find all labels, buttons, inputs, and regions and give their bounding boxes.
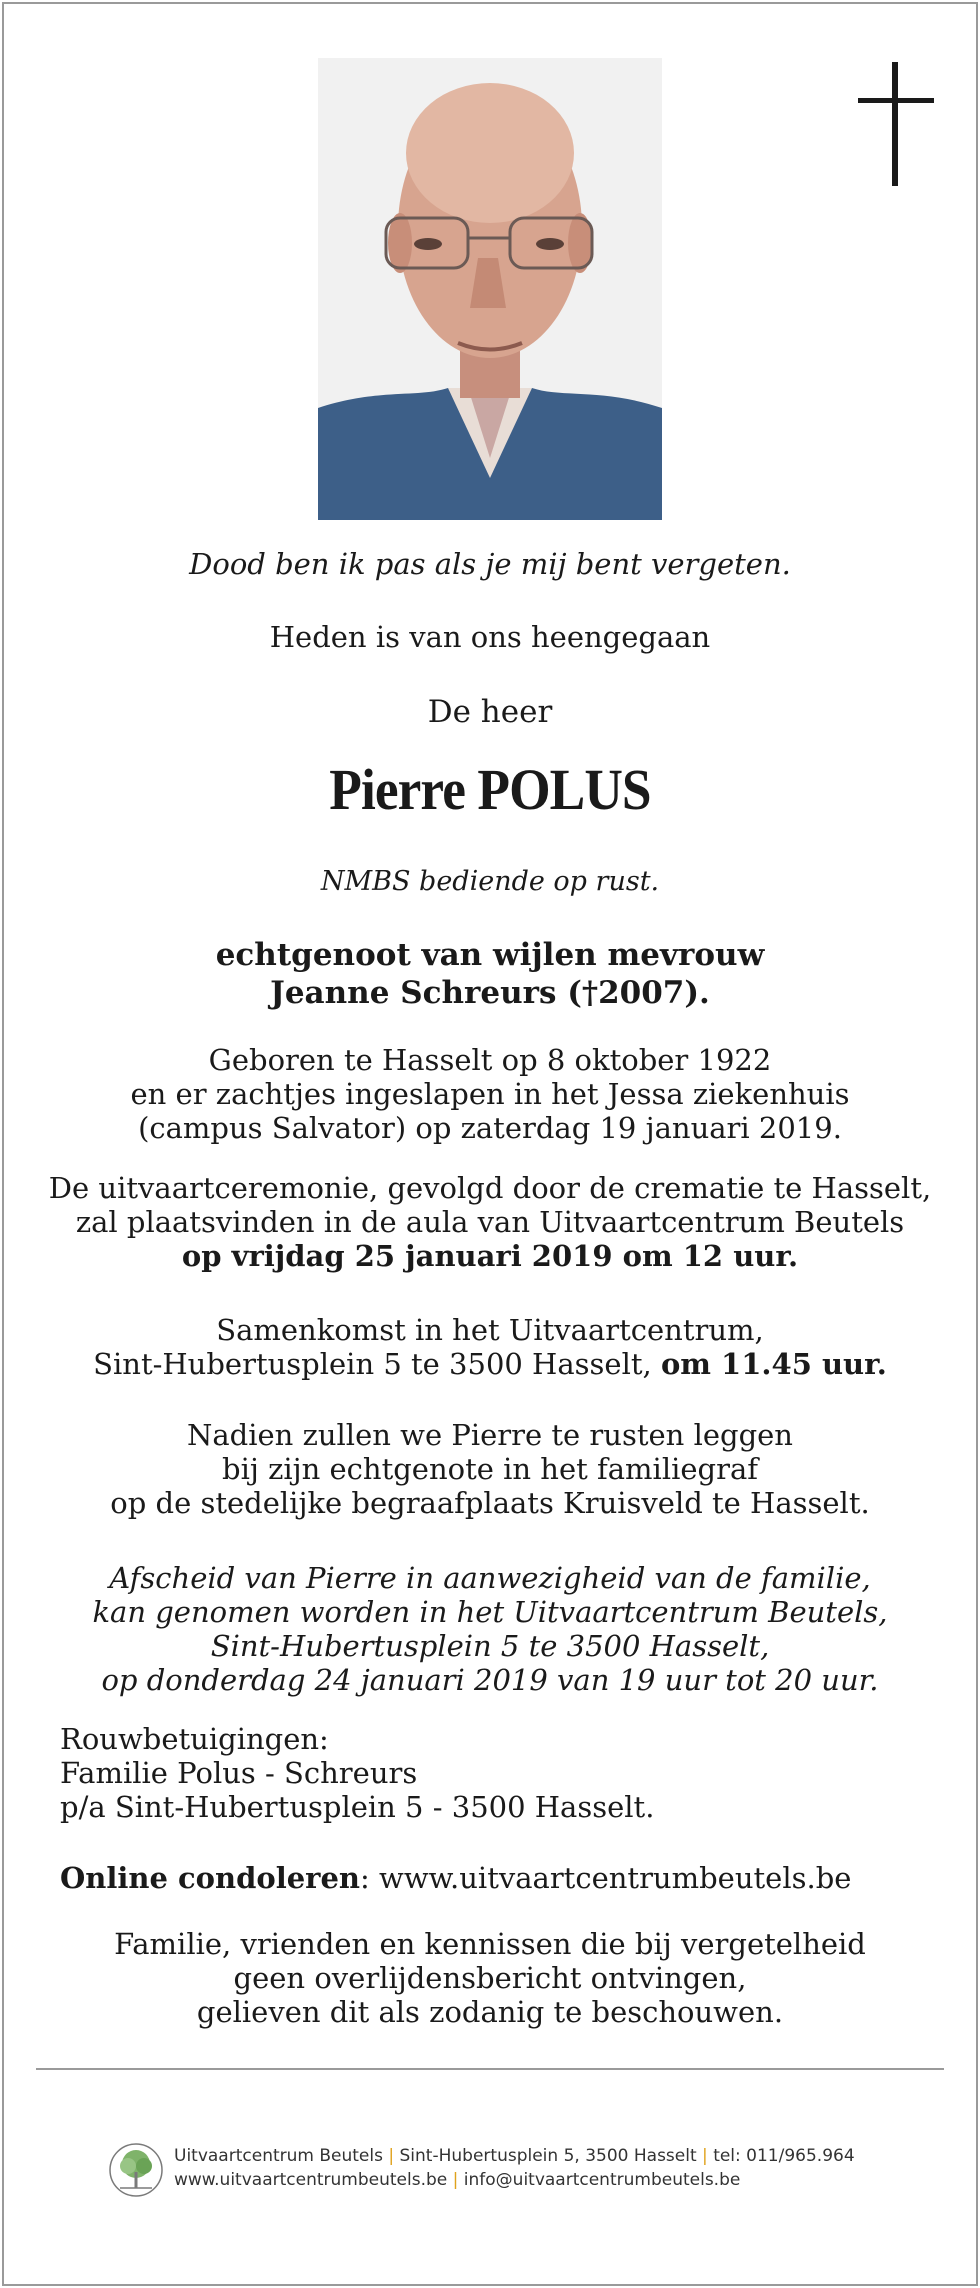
text-line: Familie Polus - Schreurs [60,1756,418,1790]
farewell-section [0,1561,980,1697]
text-line: en er zachtjes ingeslapen in het Jessa ziekenhuis [130,1077,850,1111]
cross-icon [858,62,934,186]
footer [108,2140,888,2200]
birth-death-section [0,1043,980,1145]
text-line: op de stedelijke begraafplaats Kruisveld te Hasselt. [110,1486,870,1520]
footer-email[interactable]: info@uitvaartcentrumbeutels.be [463,2170,741,2190]
spouse-line: echtgenoot van wijlen mevrouw [215,937,765,973]
funeral-date: op vrijdag 25 januari 2019 om 12 uur. [181,1239,799,1273]
intro-text: Heden is van ons heengegaan [269,620,711,654]
closing-note [0,1927,980,2029]
text-line: (campus Salvator) op zaterdag 19 januari 2019. [138,1111,842,1145]
text-line: Samenkomst in het Uitvaartcentrum, [216,1313,764,1347]
footer-phone[interactable]: tel: 011/965.964 [713,2146,855,2166]
text-line: Rouwbetuigingen: [60,1722,329,1756]
occupation: NMBS bediende op rust. [320,866,660,897]
condolences-section [60,1722,654,1824]
divider [36,2068,944,2070]
online-url[interactable]: www.uitvaartcentrumbeutels.be [379,1861,852,1895]
spouse-name: Jeanne Schreurs (†2007). [270,975,710,1011]
text-line: Sint-Hubertusplein 5 te 3500 Hasselt, [210,1629,770,1663]
gathering-section [0,1313,980,1381]
text-line: geen overlijdensbericht ontvingen, [233,1961,747,1995]
footer-line-2: www.uitvaartcentrumbeutels.be | info@uitvaartcentrumbeutels.be [174,2170,741,2190]
gathering-time-line: Sint-Hubertusplein 5 te 3500 Hasselt, om 11.45 uur. [93,1347,887,1381]
text-line: zal plaatsvinden in de aula van Uitvaartcentrum Beutels [75,1205,905,1239]
online-label: Online condoleren [60,1861,360,1895]
text-line: Familie, vrienden en kennissen die bij vergetelheid [114,1927,866,1961]
text-line: op donderdag 24 januari 2019 van 19 uur tot 20 uur. [101,1663,879,1697]
footer-line-1: Uitvaartcentrum Beutels | Sint-Hubertusplein 5, 3500 Hasselt | tel: 011/965.964 [174,2146,855,2166]
footer-text [174,2144,855,2192]
text-line: gelieven dit als zodanig te beschouwen. [196,1995,784,2029]
spouse-section [0,936,980,1012]
text-line: Afscheid van Pierre in aanwezigheid van de familie, [109,1561,871,1595]
online-condolences: Online condoleren: www.uitvaartcentrumbeutels.be [60,1861,852,1895]
funeral-section [0,1171,980,1273]
text-line: bij zijn echtgenote in het familiegraf [222,1452,758,1486]
portrait-photo [318,58,662,520]
quote: Dood ben ik pas als je mij bent vergeten. [189,547,791,581]
text-line: Nadien zullen we Pierre te rusten leggen [187,1418,793,1452]
text-line: p/a Sint-Hubertusplein 5 - 3500 Hasselt. [60,1790,655,1824]
burial-section [0,1418,980,1520]
text-line: De uitvaartceremonie, gevolgd door de crematie te Hasselt, [48,1171,932,1205]
deceased-name: Pierre POLUS [329,757,651,822]
tree-logo-icon [108,2142,164,2198]
salutation: De heer [427,694,553,730]
footer-website[interactable]: www.uitvaartcentrumbeutels.be [174,2170,448,2190]
text-line: Geboren te Hasselt op 8 oktober 1922 [208,1043,772,1077]
text-line: kan genomen worden in het Uitvaartcentrum Beutels, [92,1595,888,1629]
